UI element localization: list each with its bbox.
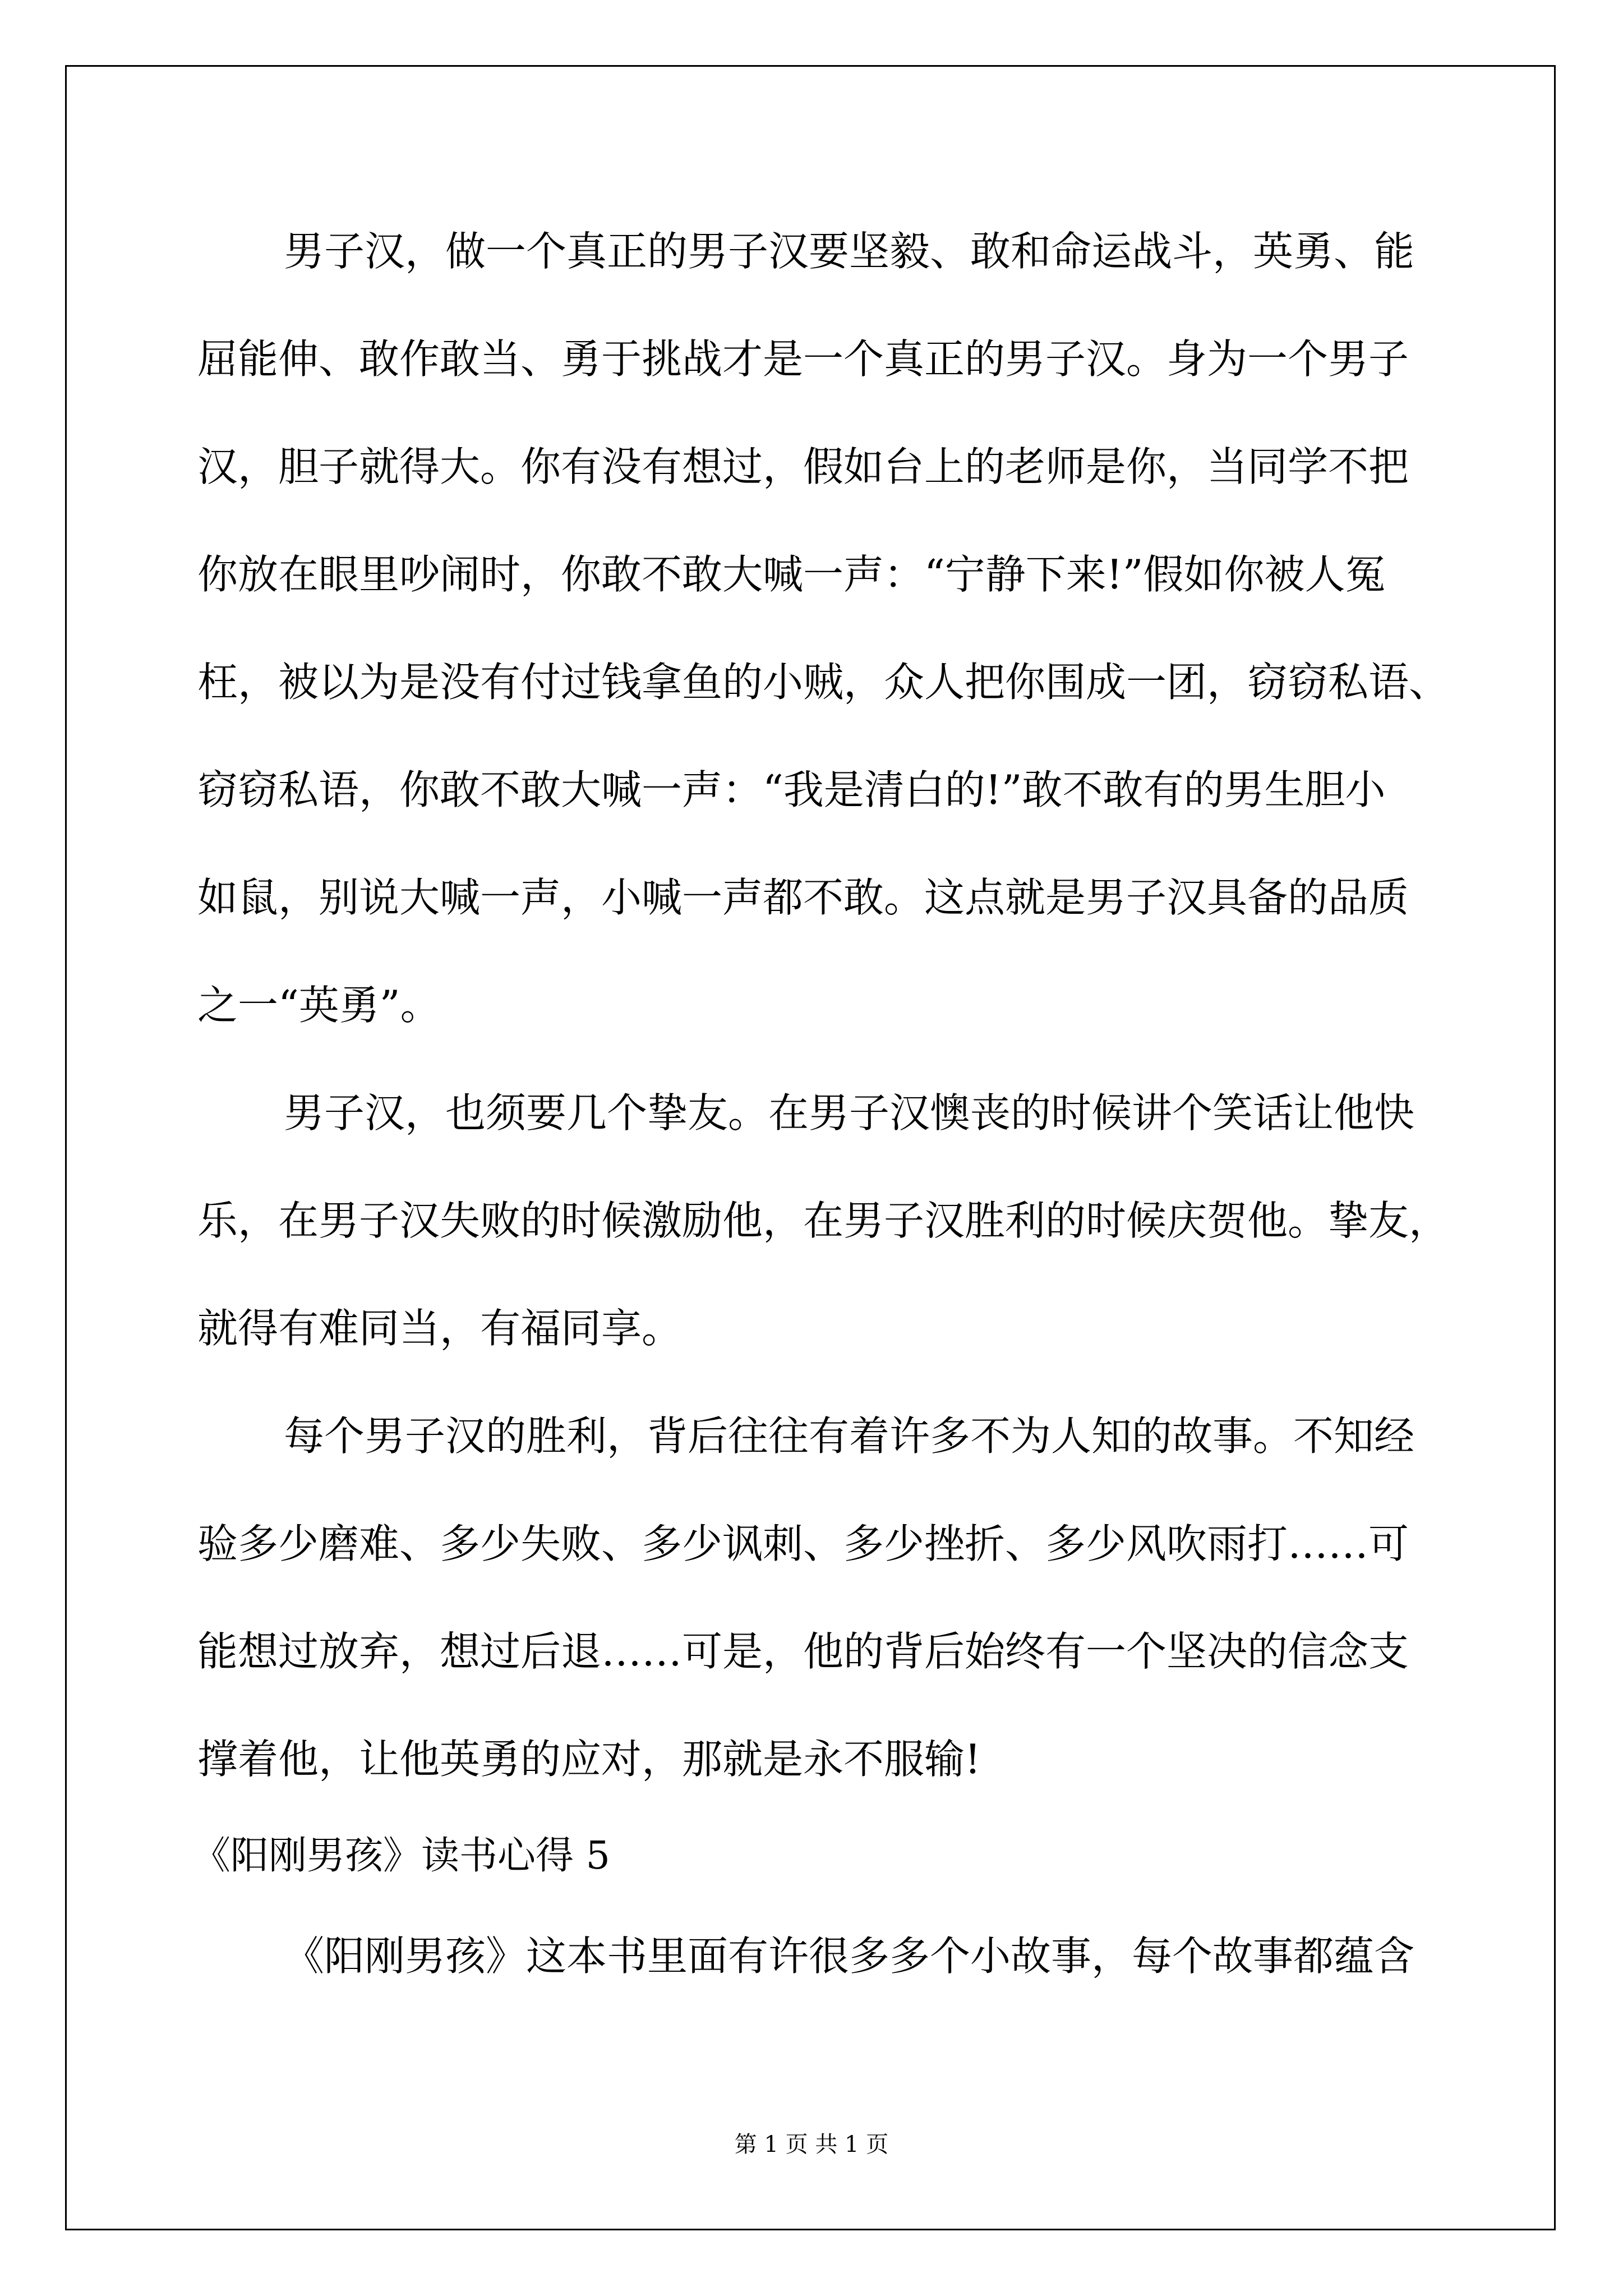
paragraph-3-line-3: 能想过放弃，想过后退……可是，他的背后始终有一个坚决的信念支: [197, 1628, 1409, 1675]
paragraph-1-line-6: 窃窃私语，你敢不敢大喊一声：“我是清白的!”敢不敢有的男生胆小: [197, 766, 1386, 813]
paragraph-1-line-8: 之一“英勇”。: [197, 982, 441, 1029]
paragraph-1-line-1: 男子汉，做一个真正的男子汉要坚毅、敢和命运战斗，英勇、能: [284, 228, 1415, 275]
paragraph-3-line-1: 每个男子汉的胜利，背后往往有着许多不为人知的故事。不知经: [284, 1412, 1415, 1460]
paragraph-3-line-4: 撑着他，让他英勇的应对，那就是永不服输!: [197, 1736, 981, 1783]
paragraph-1-line-5: 枉，被以为是没有付过钱拿鱼的小贼，众人把你围成一团，窃窃私语、: [197, 659, 1450, 706]
paragraph-2-line-3: 就得有难同当，有福同享。: [197, 1305, 683, 1352]
paragraph-1-line-3: 汉，胆子就得大。你有没有想过，假如台上的老师是你，当同学不把: [197, 443, 1409, 490]
section-title: 《阳刚男孩》读书心得 5: [192, 1834, 610, 1878]
page-footer: 第 1 页 共 1 页: [734, 2132, 889, 2157]
paragraph-2-line-2: 乐，在男子汉失败的时候激励他，在男子汉胜利的时候庆贺他。挚友，: [197, 1197, 1450, 1244]
paragraph-1-line-4: 你放在眼里吵闹时，你敢不敢大喊一声：“宁静下来!”假如你被人冤: [197, 551, 1386, 598]
page-border: [65, 65, 1556, 2230]
paragraph-2-line-1: 男子汉，也须要几个挚友。在男子汉懊丧的时候讲个笑话让他快: [284, 1089, 1415, 1137]
paragraph-1-line-7: 如鼠，别说大喊一声，小喊一声都不敢。这点就是男子汉具备的品质: [197, 874, 1409, 921]
paragraph-3-line-2: 验多少磨难、多少失败、多少讽刺、多少挫折、多少风吹雨打……可: [197, 1520, 1409, 1567]
paragraph-4-line-1: 《阳刚男孩》这本书里面有许很多多个小故事，每个故事都蕴含: [284, 1932, 1415, 1980]
paragraph-1-line-2: 屈能伸、敢作敢当、勇于挑战才是一个真正的男子汉。身为一个男子: [197, 335, 1409, 383]
